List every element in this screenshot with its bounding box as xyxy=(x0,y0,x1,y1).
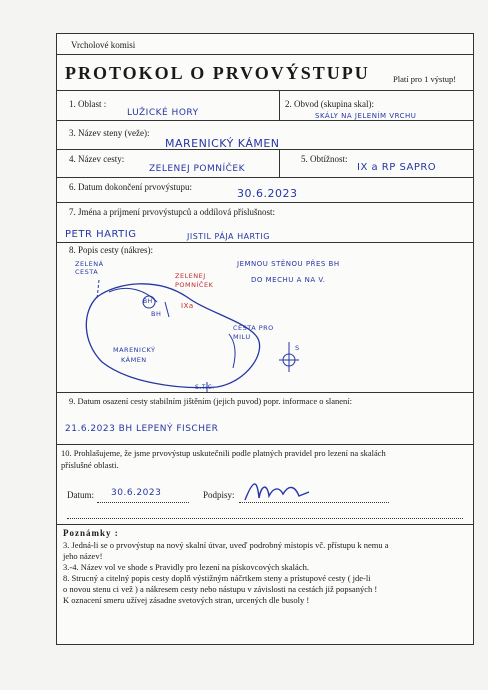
stena-value: MARENICKÝ KÁMEN xyxy=(165,137,280,150)
page-title: PROTOKOL O PRVOVÝSTUPU xyxy=(65,63,370,83)
note-line: 8. Strucný a citelný popis cesty doplň výstižným náčrtkem steny a prístupové cesty ( jde-li xyxy=(63,573,371,583)
popis-label: 8. Popis cesty (nákres): xyxy=(69,245,153,255)
obvod-value: SKÁLY NA JELENÍM VRCHU xyxy=(315,112,417,120)
protocol-form xyxy=(56,33,474,645)
row-separator xyxy=(279,90,280,120)
sketch-ixa: IXa xyxy=(181,302,194,310)
sketch-zeleny-pomnicek: ZELENEJ POMNÍČEK xyxy=(175,272,214,289)
valid-for-note: Platí pro 1 výstup! xyxy=(393,74,457,84)
note-line: 3.-4. Název vol ve shode s Pravidly pro lezení na pískovcových skalách. xyxy=(63,562,309,572)
sketch-bh-circle: BH xyxy=(143,298,153,305)
sketch-compass-s: S xyxy=(295,344,300,352)
stena-label: 3. Název steny (veže): xyxy=(69,128,150,138)
oblast-label: 1. Oblast : xyxy=(69,99,107,109)
datum-label: 6. Datum dokončení prvovýstupu: xyxy=(69,182,192,192)
obtiznost-label: 5. Obtížnost: xyxy=(301,154,348,164)
note-line: 3. Jedná-li se o prvovýstup na nový skalní útvar, uveď podrobný místopis vč. přístupu k nemu a xyxy=(63,540,389,550)
osazeni-label: 9. Datum osazení cesty stabilním jištěním (jejich puvod) popr. informace o slanení: xyxy=(69,396,353,406)
sketch-bh: BH xyxy=(151,310,162,318)
datum-value: 30.6.2023 xyxy=(237,187,298,200)
declaration-text-1: 10. Prohlašujeme, že jsme prvovýstup uskutečnili podle platných pravidel pro lezení na skalách xyxy=(61,448,386,458)
sketch-note-2: DO MECHU A NA V. xyxy=(251,276,326,284)
cesta-value: ZELENEJ POMNÍČEK xyxy=(149,164,246,174)
note-line: o novou stenu ci vež ) a nákresem cesty nebo nástupu v závislosti na cestách již popsaných ! xyxy=(63,584,378,594)
header-divider xyxy=(57,54,473,55)
cesta-label: 4. Název cesty: xyxy=(69,154,125,164)
jmena-label: 7. Jména a príjmení prvovýstupců a oddílová příslušnost: xyxy=(69,207,275,217)
declaration-text-2: příslušné oblasti. xyxy=(61,460,119,470)
declaration-podpisy-label: Podpisy: xyxy=(203,490,235,500)
note-line: K oznacení smeru užívej zásadne svetových stran, urcených dle busoly ! xyxy=(63,595,310,605)
sketch-rock-name-2: KÁMEN xyxy=(121,356,147,364)
notes-heading: Poznámky : xyxy=(63,528,119,538)
jmena-value-2: JISTIL PÁJA HARTIG xyxy=(187,232,270,241)
sketch-cesta-pro-milu: CESTA PRO MILU xyxy=(233,324,274,341)
sketch-stc: S.T.C. xyxy=(195,384,215,391)
pomnicek-arrow xyxy=(165,302,169,317)
obtiznost-value: IX a RP SAPRO xyxy=(357,162,437,173)
oblast-value: LUŽICKÉ HORY xyxy=(127,108,199,118)
osazeni-value: 21.6.2023 BH LEPENÝ FISCHER xyxy=(65,424,219,434)
declaration-datum-label: Datum: xyxy=(67,490,94,500)
jmena-value-1: PETR HARTIG xyxy=(65,229,137,240)
commission-label: Vrcholové komisi xyxy=(71,40,136,50)
title-divider xyxy=(57,90,473,91)
declaration-datum-value: 30.6.2023 xyxy=(111,488,162,498)
sketch-rock-name-1: MARENICKÝ xyxy=(113,346,156,354)
note-line: jeho název! xyxy=(63,551,103,561)
signature xyxy=(243,474,313,506)
sketch-note-1: JEMNOU STĚNOU PŘES BH xyxy=(237,260,340,268)
obvod-label: 2. Obvod (skupina skal): xyxy=(285,99,374,109)
sketch-zelena-cesta: ZELENÁ CESTA xyxy=(75,260,104,276)
